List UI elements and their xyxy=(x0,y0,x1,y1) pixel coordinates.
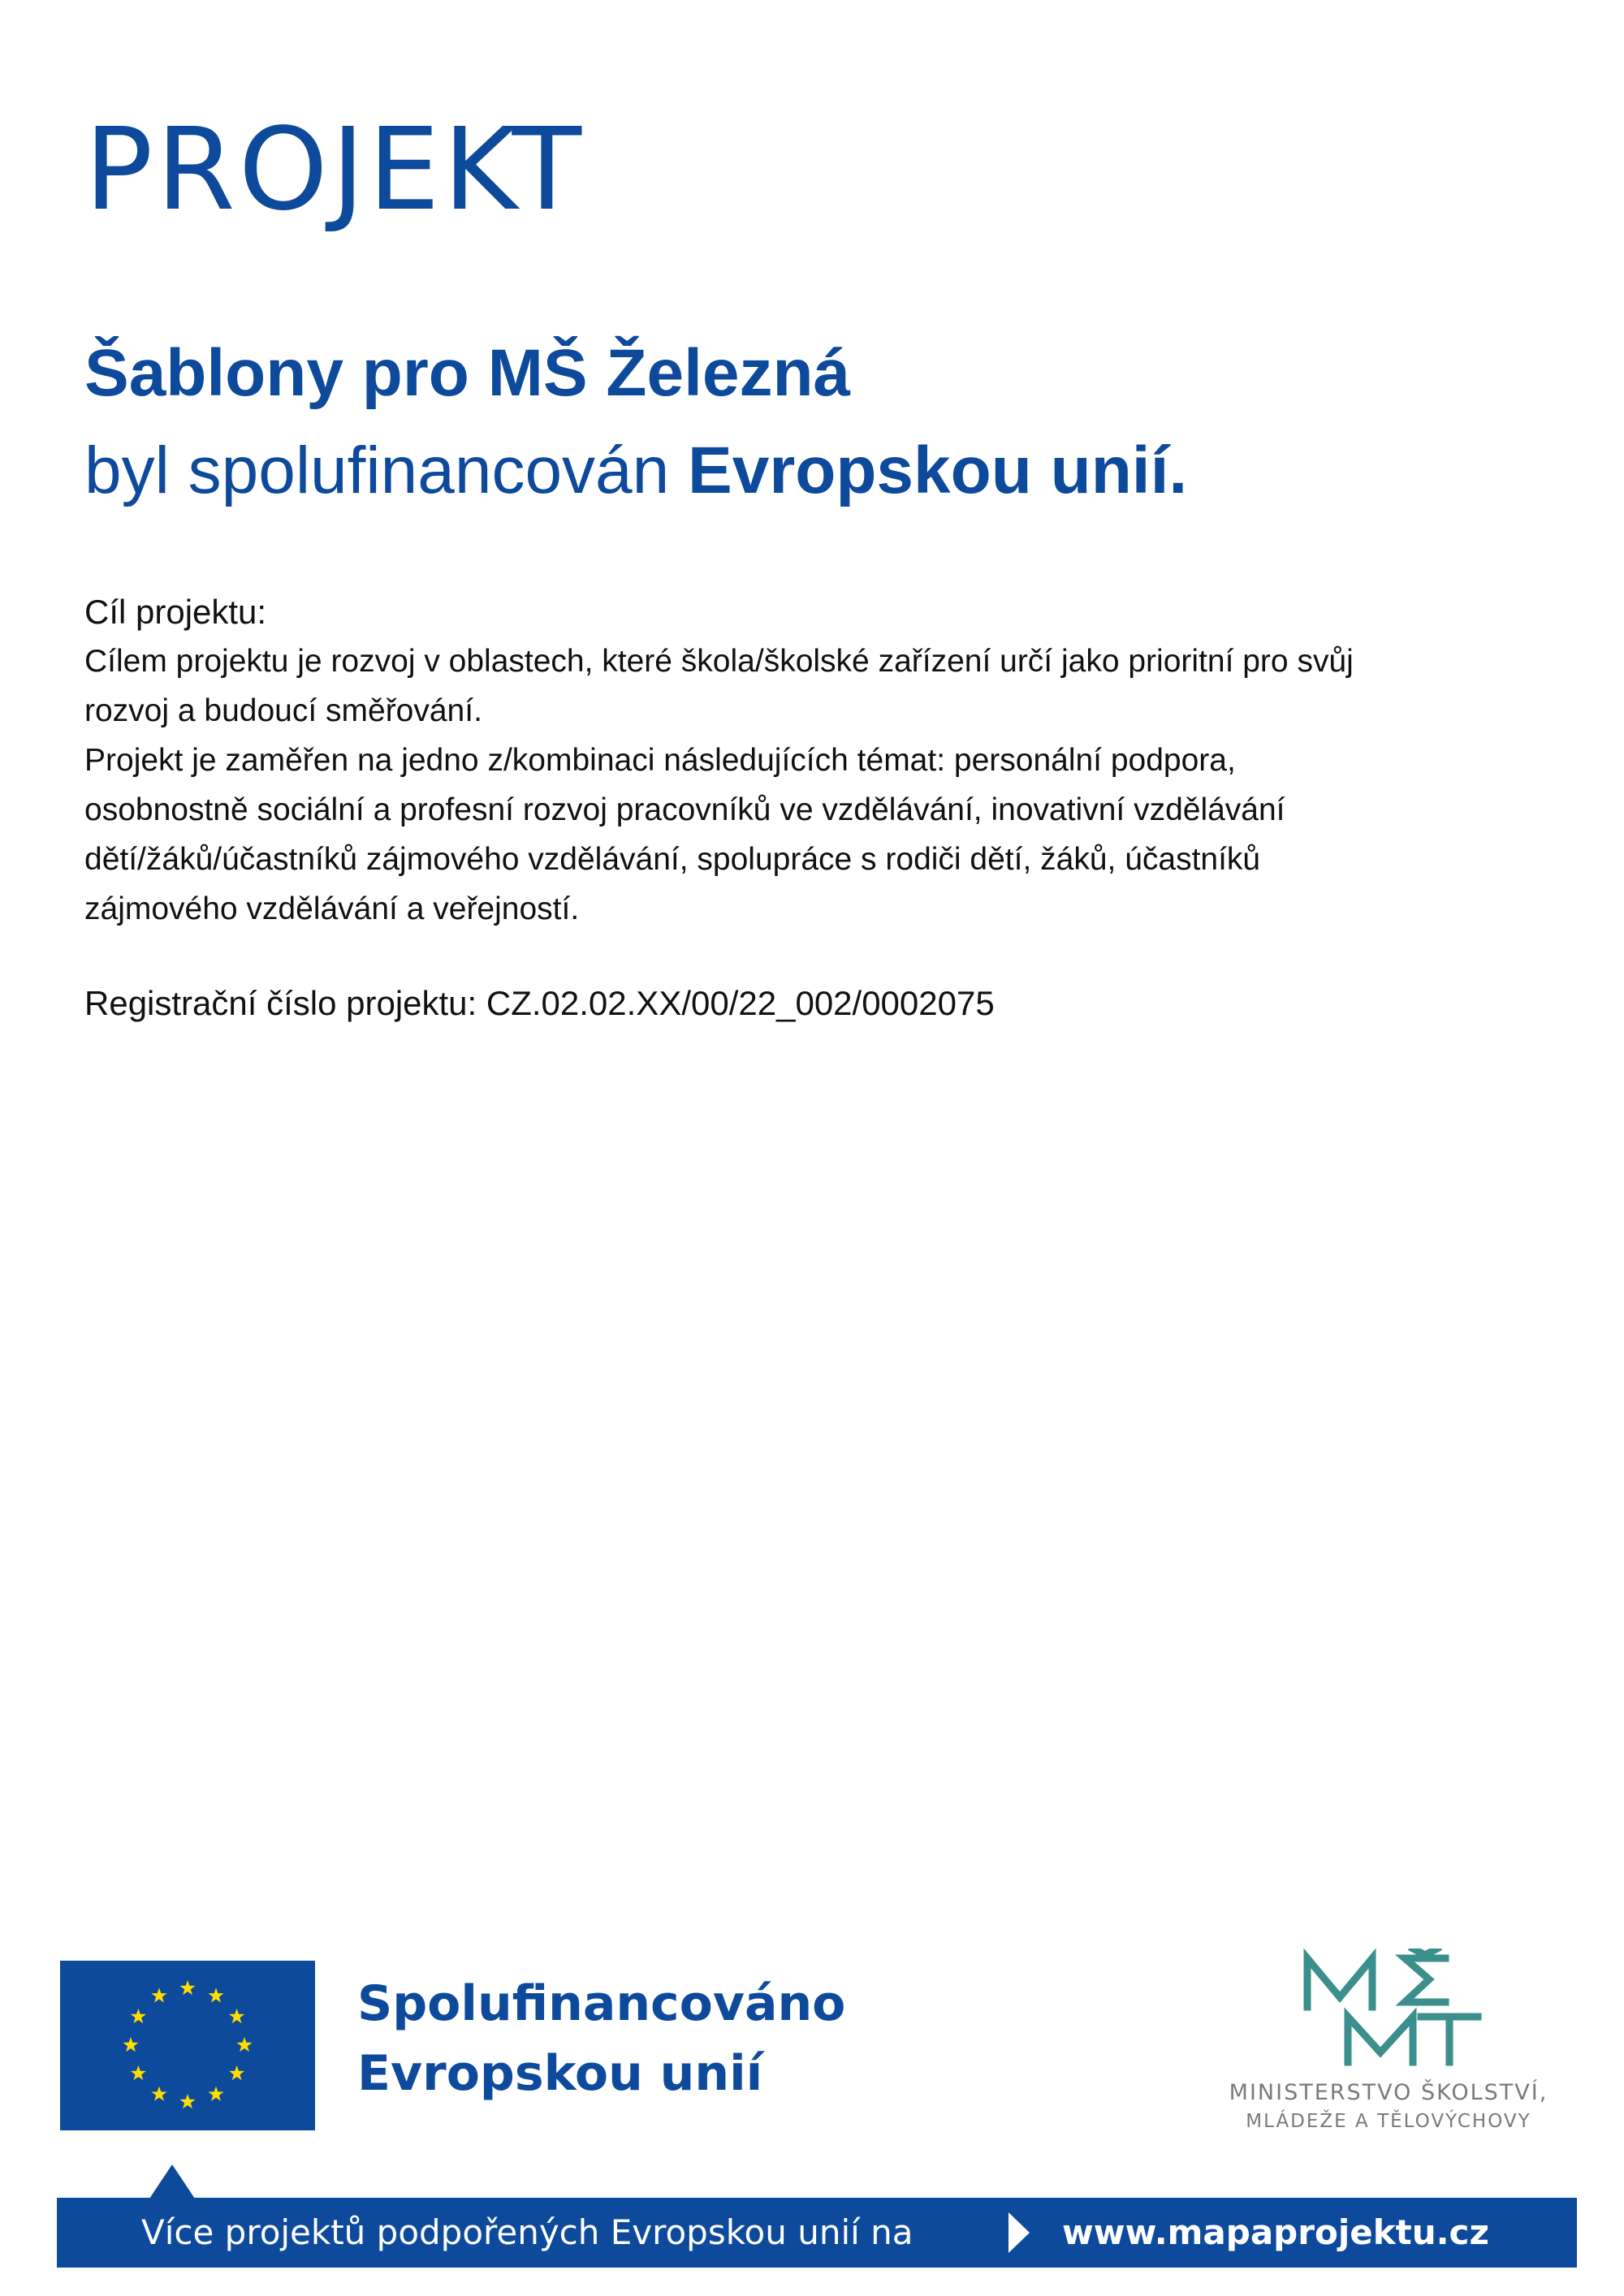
eu-star-icon xyxy=(131,2065,146,2080)
bar-notch xyxy=(149,2164,195,2199)
banner-text: Více projektů podpořených Evropskou unií na xyxy=(141,2212,914,2252)
goal-line: Projekt je zaměřen na jedno z/kombinaci následujících témat: personální podpora, xyxy=(84,743,1236,778)
arrow-right-icon xyxy=(1009,2212,1030,2253)
msmt-name-line2: MLÁDEŽE A TĚLOVÝCHOVY xyxy=(1246,2111,1531,2132)
cofinanced-line xyxy=(84,422,1546,520)
eu-star-icon xyxy=(179,2094,195,2108)
project-name: Šablony pro MŠ Železná xyxy=(84,336,851,410)
eu-label-line1: Spolufinancováno xyxy=(357,1975,846,2032)
goal-line: Cílem projektu je rozvoj v oblastech, které škola/školské zařízení určí jako prioritní pro svůj xyxy=(84,644,1354,679)
page-heading: PROJEKT xyxy=(84,104,585,236)
mapaprojektu-link[interactable]: www.mapaprojektu.cz xyxy=(1062,2212,1489,2252)
goal-line: dětí/žáků/účastníků zájmového vzdělávání, spolupráce s rodiči dětí, žáků, účastníků xyxy=(84,842,1261,877)
goal-line: osobnostně sociální a profesní rozvoj pracovníků ve vzdělávání, inovativní vzdělávání xyxy=(84,792,1285,827)
goal-label: Cíl projektu: xyxy=(84,593,267,631)
eu-star-icon xyxy=(208,2087,223,2101)
eu-flag-icon xyxy=(60,1961,315,2130)
eu-star-icon xyxy=(179,1980,195,1995)
eu-star-icon xyxy=(208,1987,223,2002)
eu-star-icon xyxy=(229,2065,244,2080)
registration-number: Registrační číslo projektu: CZ.02.02.XX/00/22_002/0002075 xyxy=(84,984,995,1022)
bottom-banner[interactable] xyxy=(57,2198,1577,2268)
eu-stars xyxy=(60,1961,315,2130)
project-description xyxy=(84,588,1530,1028)
msmt-name-line1: MINISTERSTVO ŠKOLSTVÍ, xyxy=(1229,2080,1548,2105)
eu-star-icon xyxy=(229,2009,244,2023)
cofinanced-bold: Evropskou unií. xyxy=(688,434,1188,507)
eu-star-icon xyxy=(151,2087,166,2101)
goal-line: rozvoj a budoucí směřování. xyxy=(84,693,482,728)
eu-star-icon xyxy=(236,2037,252,2052)
eu-cofinanced-label xyxy=(357,1969,845,2108)
eu-star-icon xyxy=(151,1987,166,2002)
cofinanced-prefix: byl spolufinancován xyxy=(84,434,689,507)
project-title xyxy=(84,325,1546,520)
msmt-logo xyxy=(1202,1949,1575,2143)
eu-star-icon xyxy=(123,2037,138,2052)
goal-line: zájmového vzdělávání a veřejností. xyxy=(84,891,580,926)
msmt-logo-icon xyxy=(1291,1949,1486,2070)
eu-star-icon xyxy=(131,2009,146,2023)
eu-label-line2: Evropskou unií xyxy=(357,2045,763,2102)
